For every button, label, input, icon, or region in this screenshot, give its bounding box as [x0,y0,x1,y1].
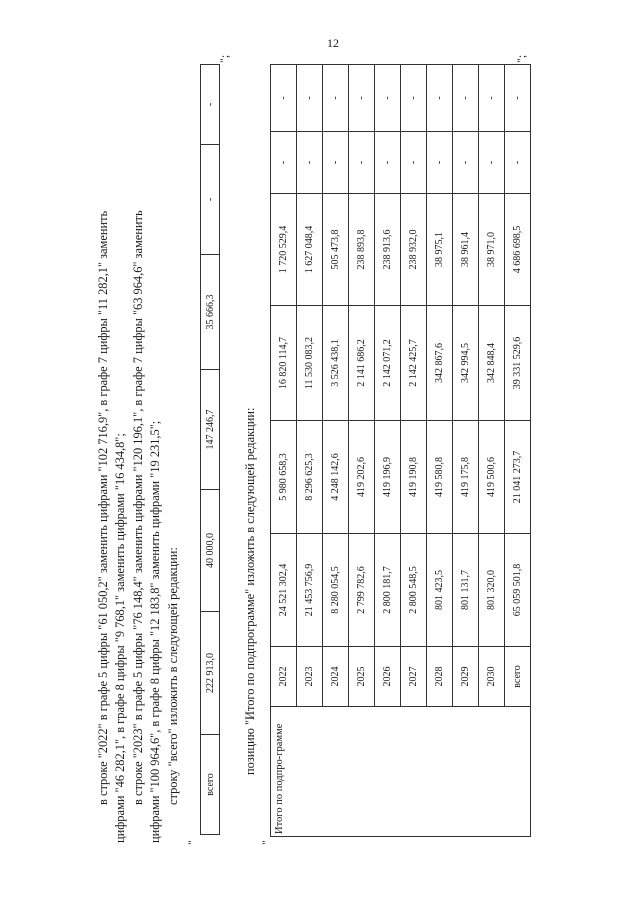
itogo-cell: 238 893,8 [349,194,375,306]
vsego-cell: 40 000,0 [201,490,220,612]
itogo-cell: - [323,65,349,132]
itogo-cell: 39 331 529,6 [505,306,531,421]
itogo-cell: - [479,65,505,132]
itogo-cell: 21 041 273,7 [505,421,531,534]
itogo-cell: 2 800 181,7 [375,534,401,647]
itogo-cell: - [323,132,349,194]
itogo-cell: 11 530 083,2 [297,306,323,421]
itogo-cell: - [453,65,479,132]
itogo-cell: - [427,65,453,132]
itogo-cell: - [297,65,323,132]
itogo-cell: 2 142 425,7 [401,306,427,421]
page-number: 12 [327,36,339,50]
itogo-cell: 65 059 501,8 [505,534,531,647]
itogo-cell: 419 580,8 [427,421,453,534]
itogo-cell: 342 848,4 [479,306,505,421]
itogo-cell: 3 526 438,1 [323,306,349,421]
vsego-cell: всего [201,735,220,835]
itogo-cell: - [271,65,297,132]
itogo-cell: 419 196,9 [375,421,401,534]
itogo-cell: 2 800 548,5 [401,534,427,647]
itogo-cell: 419 202,6 [349,421,375,534]
itogo-cell: 38 971,0 [479,194,505,306]
vsego-cell: 147 246,7 [201,370,220,490]
itogo-cell: 2028 [427,647,453,707]
itogo-cell: 1 627 048,4 [297,194,323,306]
itogo-cell: - [427,132,453,194]
itogo-cell: 2024 [323,647,349,707]
itogo-cell: 801 320,0 [479,534,505,647]
itogo-cell: - [271,132,297,194]
itogo-cell: - [453,132,479,194]
itogo-cell: 2025 [349,647,375,707]
itogo-cell: - [349,132,375,194]
itogo-cell: - [297,132,323,194]
itogo-cell: 8 296 625,3 [297,421,323,534]
itogo-cell: - [505,132,531,194]
itogo-cell: 2026 [375,647,401,707]
itogo-cell: 5 980 658,3 [271,421,297,534]
vsego-cell: - [201,65,220,145]
itogo-cell: - [349,65,375,132]
itogo-cell: 801 131,7 [453,534,479,647]
quote-open-2: " [259,840,273,845]
itogo-cell: 419 175,8 [453,421,479,534]
itogo-cell: - [375,65,401,132]
itogo-cell: 8 280 054,5 [323,534,349,647]
text-line-2: цифрами "46 282,1", в графе 8 цифры "9 768,1" заменить цифрами "16 434,8"; [113,433,127,843]
quote-close-1: "; [217,54,231,63]
itogo-cell: 2 142 071,2 [375,306,401,421]
itogo-cell: 801 423,5 [427,534,453,647]
itogo-cell: 2 141 686,2 [349,306,375,421]
quote-close-2: "; [514,54,528,63]
itogo-cell: - [401,65,427,132]
vsego-cell: - [201,145,220,255]
itogo-cell: 238 932,0 [401,194,427,306]
itogo-cell: - [505,65,531,132]
itogo-cell: 16 820 114,7 [271,306,297,421]
itogo-cell: 2 799 782,6 [349,534,375,647]
itogo-cell: 2030 [479,647,505,707]
itogo-cell: 38 961,4 [453,194,479,306]
itogo-cell: 2023 [297,647,323,707]
itogo-cell: 342 867,6 [427,306,453,421]
itogo-cell: 238 913,6 [375,194,401,306]
itogo-cell: 1 720 529,4 [271,194,297,306]
itogo-table [270,64,531,837]
vsego-cell: 35 666,3 [201,255,220,370]
itogo-label: Итого по подпро-грамме [271,707,531,837]
text-line-4: цифрами "100 964,6", в графе 8 цифры "12 183,8" заменить цифрами "19 231,5"; [148,420,162,843]
itogo-cell: 21 453 756,9 [297,534,323,647]
text-line-3: в строке "2023" в графе 5 цифры "76 148,4" заменить цифрами "120 196,1", в графе 7 цифры "63 964,6" заменить [131,210,145,805]
text-line-5: строку "всего" изложить в следующей редакции: [166,547,180,805]
itogo-cell: - [401,132,427,194]
itogo-cell: всего [505,647,531,707]
vsego-table [200,64,220,835]
itogo-cell: 342 994,5 [453,306,479,421]
quote-open-1: " [185,840,199,845]
itogo-cell: 38 975,1 [427,194,453,306]
itogo-cell: 2029 [453,647,479,707]
itogo-cell: - [375,132,401,194]
itogo-cell: 505 473,8 [323,194,349,306]
itogo-cell: 4 248 142,6 [323,421,349,534]
itogo-cell: 4 686 698,5 [505,194,531,306]
vsego-cell: 222 913,0 [201,612,220,735]
itogo-cell: 2027 [401,647,427,707]
itogo-cell: 419 500,6 [479,421,505,534]
itogo-cell: 24 521 302,4 [271,534,297,647]
itogo-cell: 419 190,8 [401,421,427,534]
text-line-1: в строке "2022" в графе 5 цифры "61 050,2" заменить цифрами "102 716,9", в графе 7 цифры "11 282,1" заменить [96,210,110,805]
itogo-cell: 2022 [271,647,297,707]
itogo-cell: - [479,132,505,194]
text-line-6: позицию "Итого по подпрограмме" изложить в следующей редакции: [243,407,257,775]
